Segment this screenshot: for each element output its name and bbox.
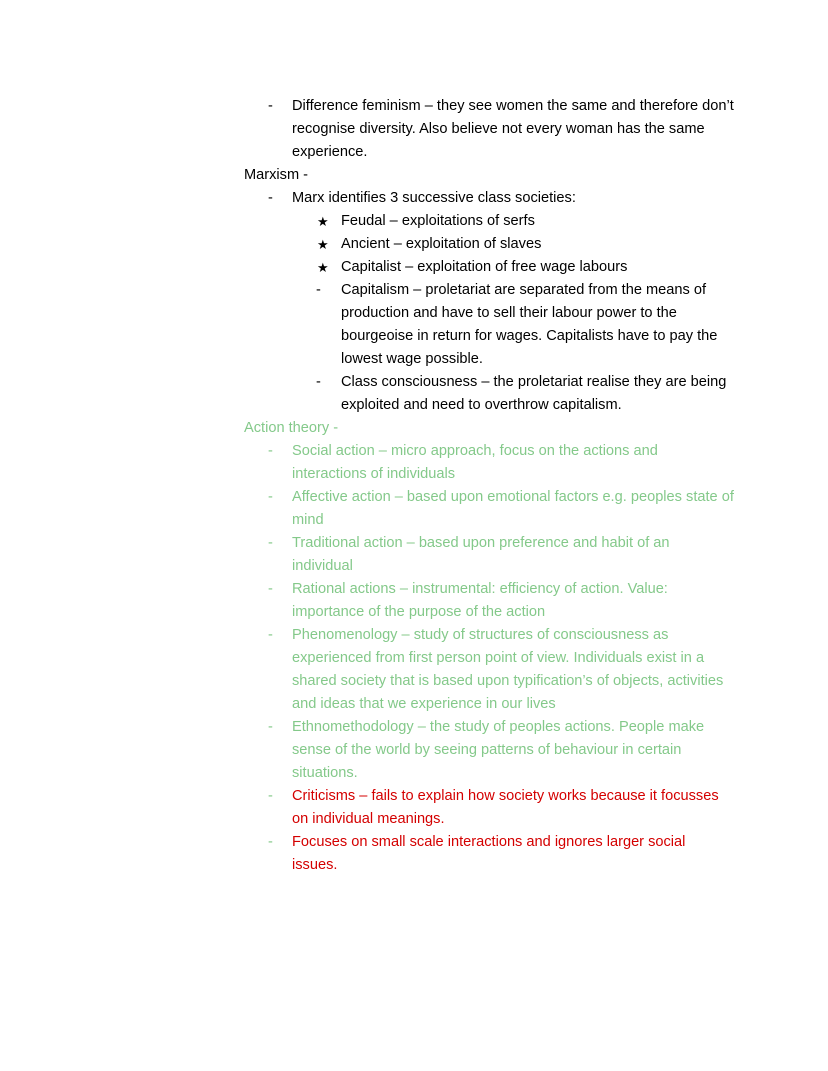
list-item-marx-intro — [0, 187, 828, 210]
dash-bullet: - — [268, 719, 273, 735]
list-item-text: Traditional action – based upon preference and habit of an individual — [292, 535, 670, 574]
list-item-text: Feudal – exploitations of serfs — [341, 213, 535, 229]
dash-bullet: - — [268, 788, 273, 804]
star-icon: ★ — [317, 237, 329, 252]
list-item-affective-action — [0, 486, 828, 532]
marxism-heading: Marxism - — [244, 167, 309, 183]
list-item-text: Capitalist – exploitation of free wage labours — [341, 259, 628, 275]
list-item-criticisms — [0, 785, 828, 831]
list-item-society-feudal — [0, 210, 828, 233]
list-item-social-action — [0, 440, 828, 486]
dash-bullet: - — [268, 489, 273, 505]
dash-bullet: - — [316, 374, 321, 390]
list-item-society-capitalist — [0, 256, 828, 279]
star-icon: ★ — [317, 260, 329, 275]
dash-bullet: - — [268, 190, 273, 206]
list-item-text: Focuses on small scale interactions and ignores larger social issues. — [292, 834, 686, 873]
dash-bullet: - — [268, 443, 273, 459]
list-item-text: Rational actions – instrumental: efficiency of action. Value: importance of the purpose of the action — [292, 581, 668, 620]
document-page — [0, 95, 828, 877]
list-item-text: Ethnomethodology – the study of peoples actions. People make sense of the world by seeing patterns of behaviour in certain situations. — [292, 719, 705, 781]
list-item-ethnomethodology — [0, 716, 828, 785]
star-icon: ★ — [317, 214, 329, 229]
list-item-text: Difference feminism – they see women the same and therefore don’t recognise diversity. Also believe not every woman has the same experience. — [292, 98, 734, 160]
list-item-traditional-action — [0, 532, 828, 578]
list-item-text: Class consciousness – the proletariat realise they are being exploited and need to overthrow capitalism. — [341, 374, 727, 413]
list-item-society-ancient — [0, 233, 828, 256]
action-theory-heading: Action theory - — [244, 420, 339, 436]
dash-bullet: - — [268, 627, 273, 643]
list-item-text: Marx identifies 3 successive class societies: — [292, 190, 576, 206]
list-item-rational-actions — [0, 578, 828, 624]
dash-bullet: - — [268, 834, 273, 850]
list-item-class-consciousness — [0, 371, 828, 417]
dash-bullet: - — [268, 98, 273, 114]
list-item-text: Capitalism – proletariat are separated from the means of production and have to sell their labour power to the bourgeoise in return for wages. Capitalists have to pay the lowest wage possible. — [341, 282, 718, 367]
dash-bullet: - — [268, 581, 273, 597]
list-item-text: Criticisms – fails to explain how society works because it focusses on individual meanings. — [292, 788, 719, 827]
list-item-difference-feminism — [0, 95, 828, 164]
list-item-phenomenology — [0, 624, 828, 716]
list-item-capitalism — [0, 279, 828, 371]
list-item-text: Social action – micro approach, focus on the actions and interactions of individuals — [292, 443, 658, 482]
dash-bullet: - — [316, 282, 321, 298]
list-item-text: Ancient – exploitation of slaves — [341, 236, 542, 252]
list-item-text: Phenomenology – study of structures of consciousness as experienced from first person point of view. Individuals exist in a shared society that is based upon typification’s of objects, activities and ideas that we experience in our lives — [292, 627, 724, 712]
dash-bullet: - — [268, 535, 273, 551]
list-item-text: Affective action – based upon emotional factors e.g. peoples state of mind — [292, 489, 734, 528]
list-item-small-scale — [0, 831, 828, 877]
